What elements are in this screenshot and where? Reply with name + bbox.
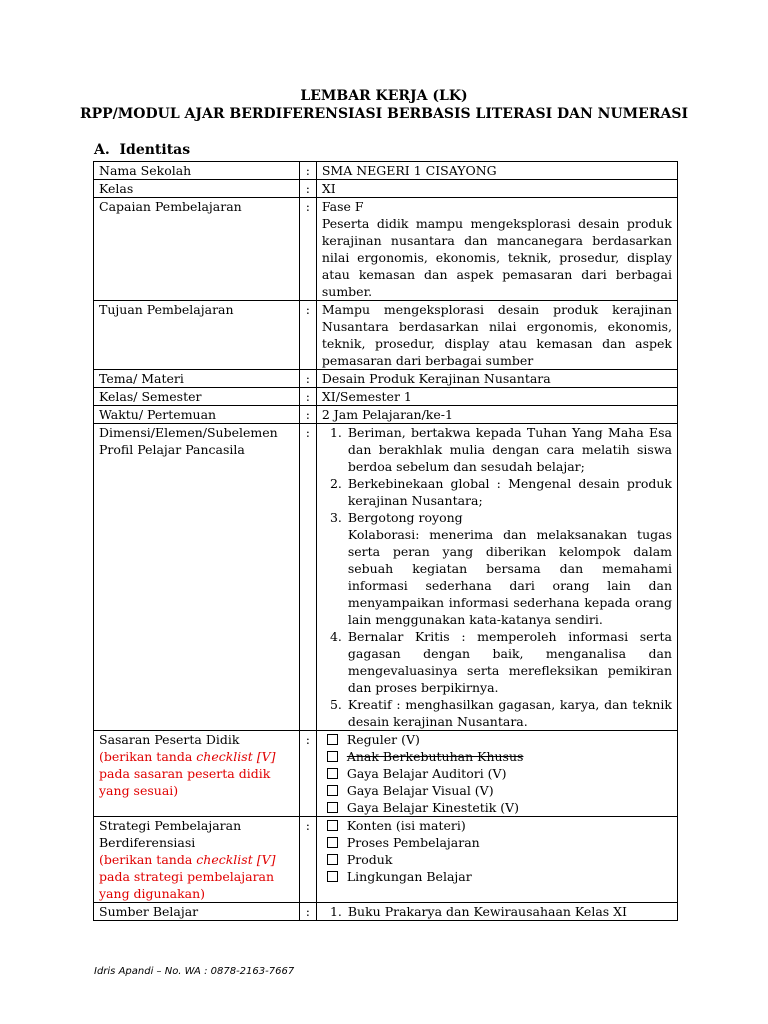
capaian-text: Peserta didik mampu mengeksplorasi desain produk kerajinan nusantara dan mancanegara berdasarkan nilai ergonomis, ekonomis, teknik, prosedur, display atau kemasan dan aspek pemasaran dari berbagai sumber.	[321, 216, 672, 299]
checkbox-icon[interactable]	[327, 768, 338, 779]
checkbox-icon[interactable]	[327, 785, 338, 796]
list-item: 2. Berkebinekaan global : Mengenal desain produk kerajinan Nusantara;	[346, 475, 672, 509]
label-dimensi: Dimensi/Elemen/Subelemen Profil Pelajar Pancasila	[94, 424, 300, 731]
list-item: 1. Beriman, bertakwa kepada Tuhan Yang Maha Esa dan berakhlak mulia dengan cara melatih siswa berdoa sebelum dan sesudah belajar;	[346, 424, 672, 475]
checkbox-icon[interactable]	[327, 871, 338, 882]
section-heading: A. Identitas	[94, 142, 191, 158]
row-tema: Tema/ Materi : Desain Produk Kerajinan Nusantara	[94, 370, 678, 388]
label-tema: Tema/ Materi	[94, 370, 300, 388]
checkbox-icon[interactable]	[327, 734, 338, 745]
value-waktu: 2 Jam Pelajaran/ke-1	[316, 406, 677, 424]
value-kelas: XI	[316, 180, 677, 198]
option-auditori[interactable]: Gaya Belajar Auditori (V)	[322, 765, 672, 782]
value-semester: XI/Semester 1	[316, 388, 677, 406]
sasaran-note: (berikan tanda checklist [V] pada sasaran peserta didik yang sesuai)	[99, 749, 276, 798]
label-sumber: Sumber Belajar	[94, 903, 300, 921]
label-strategi: Strategi Pembelajaran Berdiferensiasi	[99, 818, 242, 850]
checkbox-icon[interactable]	[327, 837, 338, 848]
value-tema: Desain Produk Kerajinan Nusantara	[316, 370, 677, 388]
label-sasaran: Sasaran Peserta Didik	[99, 732, 240, 747]
label-tujuan: Tujuan Pembelajaran	[94, 301, 300, 370]
row-kelas: Kelas : XI	[94, 180, 678, 198]
capaian-fase: Fase F	[321, 199, 364, 214]
footer-contact: Idris Apandi – No. WA : 0878-2163-7667	[94, 966, 295, 977]
dimensi-list	[322, 424, 672, 730]
option-visual[interactable]: Gaya Belajar Visual (V)	[322, 782, 672, 799]
checkbox-icon[interactable]	[327, 854, 338, 865]
list-item: 4. Bernalar Kritis : memperoleh informasi serta gagasan dengan baik, menganalisa dan mengevaluasinya serta merefleksikan pemikiran dan proses berpikirnya.	[346, 628, 672, 696]
option-lingkungan[interactable]: Lingkungan Belajar	[322, 868, 672, 885]
row-dimensi: Dimensi/Elemen/Subelemen Profil Pelajar Pancasila : 1. Beriman, bertakwa kepada Tuhan Yang Maha Esa dan berakhlak mulia dengan cara melatih siswa berdoa sebelum dan sesudah belajar; 2. Berkebinekaan global : Mengenal desain produk kerajinan Nusantara; 3. Bergotong royong Kolaborasi: menerima dan melaksanakan tugas serta peran yang diberikan kelompok dalam sebuah kegiatan bersama dan memahami informasi sederhana dari orang lain dan menyampaikan informasi sederhana kepada orang lain menggunakan kata-katanya sendiri. 4. Bernalar Kritis : memperoleh informasi serta gagasan dengan baik, menganalisa dan mengevaluasinya serta merefleksikan pemikiran dan proses berpikirnya. 5. Kreatif : menghasilkan gagasan, karya, dan teknik desain kerajinan Nusantara.	[94, 424, 678, 731]
label-capaian: Capaian Pembelajaran	[94, 198, 300, 301]
row-sumber: Sumber Belajar : 1. Buku Prakarya dan Kewirausahaan Kelas XI	[94, 903, 678, 921]
value-tujuan: Mampu mengeksplorasi desain produk kerajinan Nusantara berdasarkan nilai ergonomis, ekonomis, teknik, prosedur, display atau kemasan dan aspek pemasaran dari berbagai sumber	[316, 301, 677, 370]
option-kinestetik[interactable]: Gaya Belajar Kinestetik (V)	[322, 799, 672, 816]
checkbox-icon[interactable]	[327, 820, 338, 831]
checkbox-icon[interactable]	[327, 751, 338, 762]
list-item: 1. Buku Prakarya dan Kewirausahaan Kelas XI	[346, 903, 672, 920]
row-capaian: Capaian Pembelajaran : Fase F Peserta didik mampu mengeksplorasi desain produk kerajinan nusantara dan mancanegara berdasarkan nilai ergonomis, ekonomis, teknik, prosedur, display atau kemasan dan aspek pemasaran dari berbagai sumber.	[94, 198, 678, 301]
strategi-note: (berikan tanda checklist [V] pada strategi pembelajaran yang digunakan)	[99, 852, 276, 901]
option-produk[interactable]: Produk	[322, 851, 672, 868]
value-nama-sekolah: SMA NEGERI 1 CISAYONG	[316, 162, 677, 180]
label-nama-sekolah: Nama Sekolah	[94, 162, 300, 180]
row-strategi: Strategi Pembelajaran Berdiferensiasi (berikan tanda checklist [V] pada strategi pembelajaran yang digunakan) : Konten (isi materi) Proses Pembelajaran Produk Lingkungan Belajar	[94, 817, 678, 903]
kolaborasi-text: Kolaborasi: menerima dan melaksanakan tugas serta peran yang diberikan kelompok dalam sebuah kegiatan bersama dan memahami informasi sederhana dari orang lain dan menyampaikan informasi sederhana kepada orang lain menggunakan kata-katanya sendiri.	[347, 527, 672, 627]
label-waktu: Waktu/ Pertemuan	[94, 406, 300, 424]
option-reguler[interactable]: Reguler (V)	[322, 731, 672, 748]
list-item: 5. Kreatif : menghasilkan gagasan, karya, dan teknik desain kerajinan Nusantara.	[346, 696, 672, 730]
row-tujuan: Tujuan Pembelajaran : Mampu mengeksplorasi desain produk kerajinan Nusantara berdasarkan nilai ergonomis, ekonomis, teknik, prosedur, display atau kemasan dan aspek pemasaran dari berbagai sumber	[94, 301, 678, 370]
label-semester: Kelas/ Semester	[94, 388, 300, 406]
checkbox-icon[interactable]	[327, 802, 338, 813]
list-item: 3. Bergotong royong Kolaborasi: menerima dan melaksanakan tugas serta peran yang diberikan kelompok dalam sebuah kegiatan bersama dan memahami informasi sederhana dari orang lain dan menyampaikan informasi sederhana kepada orang lain menggunakan kata-katanya sendiri.	[346, 509, 672, 628]
row-semester: Kelas/ Semester : XI/Semester 1	[94, 388, 678, 406]
label-kelas: Kelas	[94, 180, 300, 198]
sumber-list	[322, 903, 672, 920]
option-abk[interactable]: Anak Berkebutuhan Khusus	[322, 748, 672, 765]
row-sasaran: Sasaran Peserta Didik (berikan tanda checklist [V] pada sasaran peserta didik yang sesuai) : Reguler (V) Anak Berkebutuhan Khusus Gaya Belajar Auditori (V) Gaya Belajar Visual (V) Gaya Belajar Kinestetik (V)	[94, 731, 678, 817]
document-subtitle: RPP/MODUL AJAR BERDIFERENSIASI BERBASIS LITERASI DAN NUMERASI	[79, 106, 688, 122]
row-nama-sekolah: Nama Sekolah : SMA NEGERI 1 CISAYONG	[94, 162, 678, 180]
option-konten[interactable]: Konten (isi materi)	[322, 817, 672, 834]
document-title: LEMBAR KERJA (LK)	[300, 88, 468, 104]
option-proses[interactable]: Proses Pembelajaran	[322, 834, 672, 851]
identity-table	[93, 161, 678, 921]
row-waktu: Waktu/ Pertemuan : 2 Jam Pelajaran/ke-1	[94, 406, 678, 424]
